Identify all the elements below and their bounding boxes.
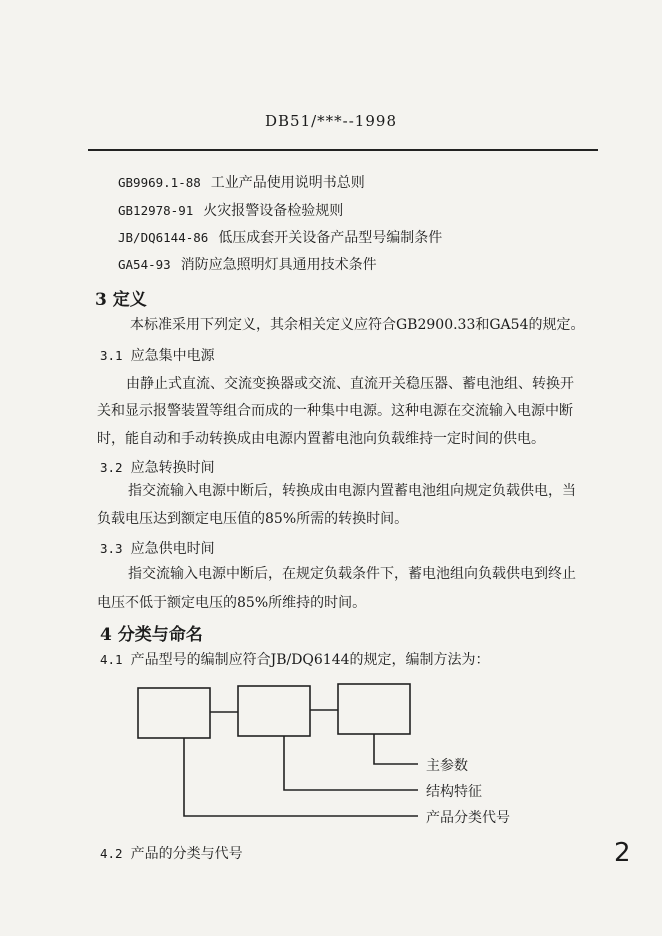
subsection-number: 3.2: [100, 460, 123, 475]
paragraph-line: 由静止式直流、交流变换器或交流、直流开关稳压器、蓄电池组、转换开: [126, 376, 574, 392]
reference-code: GB9969.1-88: [118, 175, 201, 190]
diagram-label-main-param: 主参数: [426, 758, 468, 774]
reference-title: 消防应急照明灯具通用技术条件: [180, 257, 377, 273]
diagram-label-structure: 结构特征: [426, 784, 482, 800]
paragraph-line: 负载电压达到额定电压值的85%所需的转换时间。: [97, 511, 409, 527]
subsection-title: 应急供电时间: [130, 541, 215, 557]
subsection-title: 应急转换时间: [130, 460, 215, 476]
leader-line-category: [184, 738, 418, 816]
reference-code: GA54-93: [118, 257, 171, 272]
reference-title: 工业产品使用说明书总则: [210, 175, 365, 191]
page-number: 2: [614, 838, 631, 868]
subsection-text: 产品型号的编制应符合JB/DQ6144的规定，编制方法为：: [130, 652, 490, 668]
code-box-1: [138, 688, 210, 738]
paragraph-line: 电压不低于额定电压的85%所维持的时间。: [97, 595, 367, 611]
paragraph-line: 关和显示报警装置等组合而成的一种集中电源。这种电源在交流输入电源中断: [97, 403, 573, 419]
subsection-number: 3.1: [100, 348, 123, 363]
diagram-label-category: 产品分类代号: [426, 810, 510, 826]
paragraph-line: 指交流输入电源中断后，转换成由电源内置蓄电池组向规定负载供电，当: [128, 483, 576, 499]
reference-code: JB/DQ6144-86: [118, 230, 209, 245]
leader-line-main-param: [374, 734, 418, 764]
paragraph-line: 时，能自动和手动转换成由电源内置蓄电池向负载维持一定时间的供电。: [97, 431, 545, 447]
code-box-3: [338, 684, 410, 734]
subsection-text: 产品的分类与代号: [130, 846, 243, 862]
reference-title: 火灾报警设备检验规则: [203, 203, 344, 219]
reference-code: GB12978-91: [118, 203, 194, 218]
section-4-heading: 4 分类与命名: [100, 625, 203, 645]
leader-line-structure: [284, 736, 418, 790]
reference-title: 低压成套开关设备产品型号编制条件: [218, 230, 443, 246]
subsection-4-2: [100, 843, 243, 863]
section-3-heading: 3 定义: [95, 290, 147, 310]
paragraph-line: 指交流输入电源中断后，在规定负载条件下，蓄电池组向负载供电到终止: [128, 566, 576, 582]
subsection-number: 4.2: [100, 846, 123, 861]
document-header: DB51/***--1998: [264, 112, 397, 130]
section-3-intro: 本标准采用下列定义，其余相关定义应符合GB2900.33和GA54的规定。: [130, 317, 585, 333]
subsection-number: 3.3: [100, 541, 123, 556]
subsection-number: 4.1: [100, 652, 123, 667]
subsection-title: 应急集中电源: [130, 348, 215, 364]
code-box-2: [238, 686, 310, 736]
